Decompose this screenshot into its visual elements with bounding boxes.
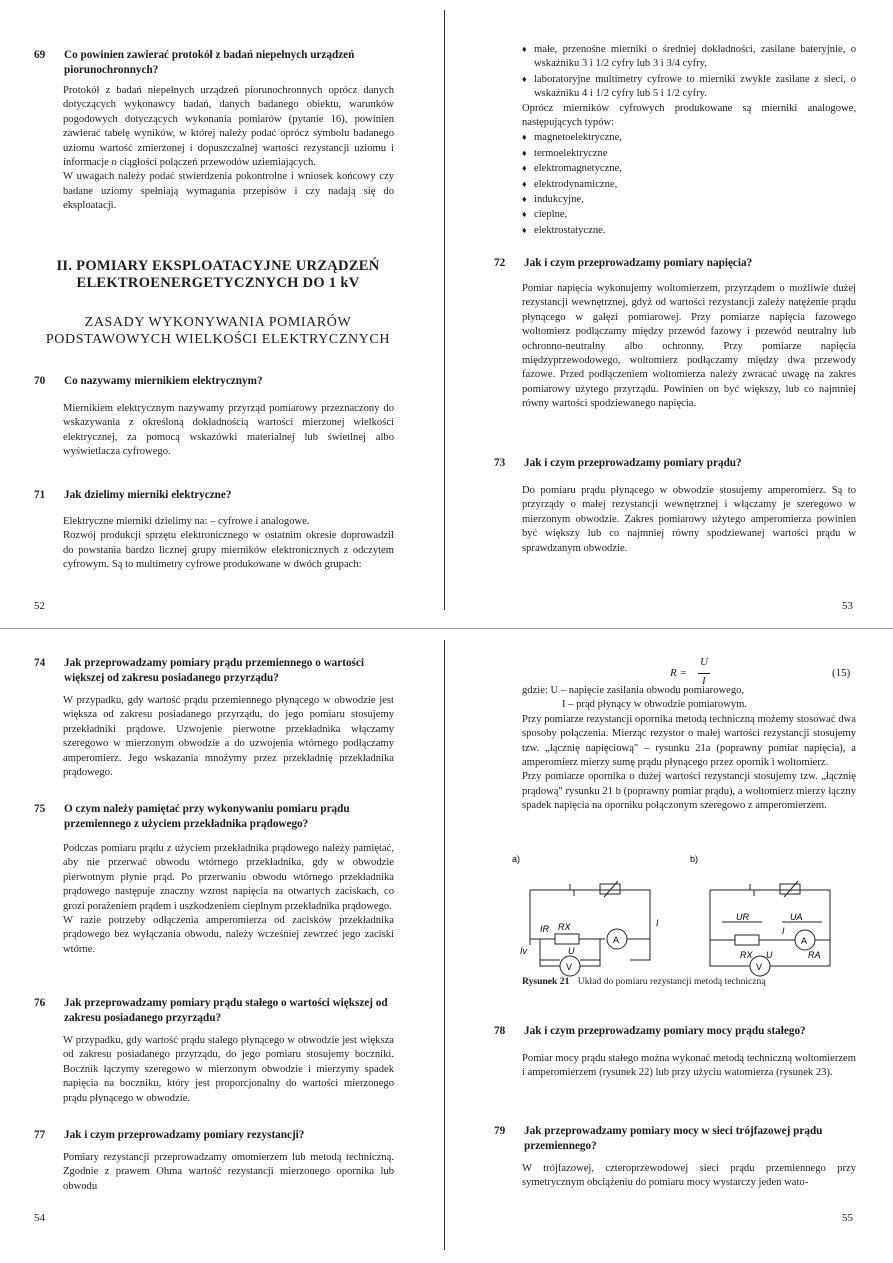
question-text: Jak dzielimy mierniki elektryczne?	[64, 489, 232, 501]
label-IR: IR	[540, 924, 549, 934]
question-76-answer	[63, 1034, 394, 1106]
question-text: Jak i czym przeprowadzamy pomiary rezystancji?	[64, 1129, 305, 1141]
question-number: 69	[34, 49, 46, 61]
resistor-rx-a	[555, 934, 579, 944]
equation-number: (15)	[832, 667, 851, 679]
question-72-title	[494, 256, 858, 271]
label-A-a: A	[613, 935, 620, 945]
digital-meter-list	[522, 42, 856, 238]
question-70-title	[34, 374, 398, 389]
question-text: Jak i czym przeprowadzamy pomiary mocy prądu stałego?	[524, 1025, 806, 1037]
question-69-answer	[63, 84, 394, 214]
paragraph: Podczas pomiaru prądu z użyciem przekładnika prądowego należy pamiętać, aby nie przerwać obwodu wtórnego przekładnika, gdy w obwodzie pierwotnym płynie prąd. Po przerwaniu obwodu wtórnego przekładnika prądowego następuje znaczny wzrost napięcia na otwartych zaciskach, co grozi porażeniem prądem i uszkodzeniem cieplnym przekładnika prądowego.	[63, 843, 394, 912]
question-73-answer	[522, 484, 856, 556]
chapter-heading: II. POMIARY EKSPLOATACYJNE URZĄDZEŃ ELEKTROENERGETYCZNYCH DO 1 kV	[56, 258, 380, 291]
label-I-b: I	[782, 926, 785, 936]
label-UA: UA	[790, 912, 803, 922]
formula-denominator: I	[702, 675, 706, 687]
figure-21-circuit-diagrams	[500, 850, 850, 980]
question-text: Jak i czym przeprowadzamy pomiary prądu?	[524, 457, 742, 469]
label-RX-b: RX	[740, 950, 753, 960]
question-text: Co powinien zawierać protokół z badań niepełnych urządzeń piorunochronnych?	[64, 49, 355, 76]
question-74-answer	[63, 694, 394, 780]
question-75-answer	[63, 842, 394, 957]
question-number: 76	[34, 997, 46, 1009]
question-number: 73	[494, 457, 506, 469]
paragraph: Oprócz mierników cyfrowych produkowane są mierniki analogowe, następujących typów:	[522, 102, 856, 129]
where-block	[522, 684, 856, 814]
list-item: ♦ elektrodynamiczne,	[522, 177, 856, 192]
label-RA: RA	[808, 950, 821, 960]
question-75-title	[34, 802, 398, 832]
label-RX-a: RX	[558, 922, 571, 932]
label-b: b)	[690, 854, 699, 864]
question-71-title	[34, 488, 398, 503]
page-number-52: 52	[34, 600, 45, 612]
question-number: 79	[494, 1125, 506, 1137]
label-V-a: V	[566, 962, 573, 972]
page-number-54: 54	[34, 1212, 45, 1224]
paragraph: Protokół z badań niepełnych urządzeń piorunochronnych oprócz danych dotyczących wykonawcy badań, danych badanego obiektu, warunków pogodowych dotyczących wykonania pomiarów (pytanie 16), powinien zawierać tabelę wyników, w której należy podać oprócz symbolu badanego uziomu wartość zmierzonej i dopuszczalnej wartości rezystancji uziomu i informacje o ciągłości połączeń przewodów uziemiających.	[63, 85, 394, 169]
paragraph: Przy pomiarze opornika o dużej wartości rezystancji stosujemy tzw. „łącznię prądową" rysunku 21 b (poprawny pomiar prądu), a woltomierz mierzy łączny spadek napięcia na oporniku połączonym szeregowo z amperomierzem.	[522, 771, 856, 812]
paragraph: Miernikiem elektrycznym nazywamy przyrząd pomiarowy przeznaczony do wskazywania z określoną dokładnością wartości mierzonej wielkości elektrycznej, za pomocą wskazówki materialnej lub świetlnej albo wyświetlacza cyfrowego.	[63, 403, 394, 458]
paragraph: Rozwój produkcji sprzętu elektronicznego w ostatnim okresie doprowadził do powstania bardzo licznej grupy mierników elektronicznych z odczytem cyfrowym. Są to multimetry cyfrowe produkowane w dwóch grupach:	[63, 530, 394, 571]
label-U-b: U	[766, 950, 773, 960]
paragraph: W trójfazowej, czteroprzewodowej sieci prądu przemiennego przy symetrycznym obciążeniu do pomiaru mocy wystarczy jeden wato-	[522, 1163, 856, 1189]
paragraph: Przy pomiarze rezystancji opornika metodą techniczną możemy stosować dwa sposoby połączenia. Mierząc rezystor o małej wartości rezystancji stosujemy tzw. „łącznię napięciową" – rysunku 21a (poprawny pomiar napięcia), a amperomierz mierzy sumę prądu płynącego przez opornik i woltomierz.	[522, 713, 856, 769]
question-text: Co nazywamy miernikiem elektrycznym?	[64, 375, 263, 387]
fraction-bar	[698, 673, 710, 674]
where-line: I – prąd płynący w obwodzie pomiarowym.	[562, 699, 748, 711]
paragraph: W przypadku, gdy wartość prądu przemiennego płynącego w obwodzie jest większa od zakresu posiadanego przyrządu, do jego pomiaru stosujemy przekładniki prądowe. Uzwojenie pierwotne przekładnika włączamy szeregowo w mierzonym obwodzie a do uzwojenia wtórnego podłączamy amperomierz. Jego wskazania mnożymy przez przekładnię przekładnika prądowego.	[63, 695, 394, 779]
question-77-answer	[63, 1151, 394, 1194]
caption-text: Układ do pomiaru rezystancji metodą techniczną	[577, 976, 766, 987]
list-item: ♦ cieplne,	[522, 207, 856, 222]
paragraph: Pomiar mocy prądu stałego można wykonać metodą techniczną woltomierzem i amperomierzem (rysunek 22) lub przy użyciu watomierza (rysunek 23).	[522, 1053, 856, 1079]
question-text: O czym należy pamiętać przy wykonywaniu pomiaru prądu przemiennego z użyciem przekładnika prądowego?	[64, 803, 350, 830]
section-subheading: ZASADY WYKONYWANIA POMIARÓW PODSTAWOWYCH WIELKOŚCI ELEKTRYCZNYCH	[45, 315, 391, 347]
question-73-title	[494, 456, 858, 471]
label-a: a)	[512, 854, 521, 864]
question-76-title	[34, 996, 398, 1026]
list-item: ♦ elektrostatyczne.	[522, 223, 856, 238]
figure-21-caption	[522, 976, 856, 987]
list-item: ♦ termoelektryczne	[522, 146, 856, 161]
question-74-title	[34, 656, 398, 686]
question-69-title	[34, 48, 398, 78]
question-number: 78	[494, 1025, 506, 1037]
center-spine-top	[444, 10, 445, 610]
question-70-answer	[63, 402, 394, 460]
question-text: Jak i czym przeprowadzamy pomiary napięcia?	[524, 257, 753, 269]
question-text: Jak przeprowadzamy pomiary mocy w sieci trójfazowej prądu przemiennego?	[524, 1125, 823, 1152]
resistor-rx-b	[735, 935, 759, 945]
caption-label: Rysunek 21	[522, 976, 570, 987]
question-text: Jak przeprowadzamy pomiary prądu stałego o wartości większej od zakresu posiadanego przyrządu?	[64, 997, 388, 1024]
where-line: gdzie: U – napięcie zasilania obwodu pomiarowego,	[522, 685, 745, 696]
list-item: ♦ indukcyjne,	[522, 192, 856, 207]
formula-lhs: R =	[670, 667, 687, 679]
paragraph: Elektryczne mierniki dzielimy na: – cyfrowe i analogowe.	[63, 516, 310, 527]
formula-numerator: U	[700, 656, 708, 668]
question-text: Jak przeprowadzamy pomiary prądu przemiennego o wartości większej od zakresu posiadanego przyrządu?	[64, 657, 364, 684]
question-number: 74	[34, 657, 46, 669]
label-Iv: Iv	[520, 946, 528, 956]
paragraph: Do pomiaru prądu płynącego w obwodzie stosujemy amperomierz. Są to przyrządy o małej rezystancji wewnętrznej i włączamy je szeregowo w mierzonym obwodzie. Zakres pomiarowy użytego amperomierza powinien być większy lub co najmniej równy spodziewanej wartości prądu w sprawdzanym obwodzie.	[522, 485, 856, 554]
paragraph: Pomiar napięcia wykonujemy woltomierzem, przyrządem o możliwie dużej rezystancji wewnętrznej, gdyż od wartości rezystancji zależy natężenie prądu płynącego w gałęzi pomiarowej. Przy pomiarze napięcia fazowego woltomierz podłączamy między przewód fazowy i przewód neutralny lub ochronno-neutralny albo ochronny. Przy pomiarze napięcia międzyprzewodowego, woltomierz podłączamy między dwa przewody fazowe. Przed podłączeniem woltomierza należy zwracać uwagę na zakres pomiarowy użytego przyrządu. Powinien on być większy, lub co najmniej równy wartości spodziewanego napięcia.	[522, 283, 856, 410]
list-item: ♦ małe, przenośne mierniki o średniej dokładności, zasilane bateryjnie, o wskaźniku 3 i 1/2 cyfry lub 3 i 3/4 cyfry,	[522, 42, 856, 72]
label-A-b: A	[801, 936, 808, 946]
paragraph: W uwagach należy podać stwierdzenia pokontrolne i wniosek końcowy czy badane uziomy spełniają wymagania przepisów i czy nadają się do eksploatacji.	[63, 171, 394, 212]
center-spine-bottom	[444, 640, 445, 1250]
question-78-answer	[522, 1052, 856, 1081]
page-number-53: 53	[842, 600, 853, 612]
page-divider	[0, 628, 893, 629]
list-item: ♦ magnetoelektryczne,	[522, 130, 856, 145]
question-79-answer	[522, 1162, 856, 1191]
label-V-b: V	[756, 962, 763, 972]
list-item: ♦ laboratoryjne multimetry cyfrowe to mierniki zwykle zasilane z sieci, o wskaźniku 4 i 1/2 cyfry lub 5 i 1/2 cyfry.	[522, 72, 856, 102]
question-number: 75	[34, 803, 46, 815]
question-77-title	[34, 1128, 398, 1143]
paragraph: Pomiary rezystancji przeprowadzamy omomierzem lub metodą techniczną. Zgodnie z prawem Ohma wartość rezystancji mierzonego opornika lub obwodu	[63, 1152, 394, 1192]
list-item: ♦ elektromagnetyczne,	[522, 161, 856, 176]
label-U-a: U	[568, 946, 575, 956]
question-72-answer	[522, 282, 856, 412]
label-UR: UR	[736, 912, 749, 922]
page-number-55: 55	[842, 1212, 853, 1224]
paragraph: W razie potrzeby odłączenia amperomierza od zacisków przekładnika prądowego bez wyłączania obwodu, należy wcześniej zewrzeć jego zaciski wtórne.	[63, 915, 394, 955]
question-number: 71	[34, 489, 46, 501]
question-number: 77	[34, 1129, 46, 1141]
label-I-a: I	[656, 918, 659, 928]
question-71-answer	[63, 515, 394, 573]
circuit-b	[710, 881, 830, 976]
question-number: 70	[34, 375, 46, 387]
question-78-title	[494, 1024, 858, 1039]
question-79-title	[494, 1124, 858, 1154]
question-number: 72	[494, 257, 506, 269]
paragraph: W przypadku, gdy wartość prądu stałego płynącego w obwodzie jest większa od zakresu posiadanego przyrządu, do jego pomiaru stosujemy boczniki. Bocznik łączymy szeregowo w mierzonym obwodzie i mierzymy spadek napięcia na boczniku, który jest proporcjonalny do wartości mierzonego prądu płynącego w obwodzie.	[63, 1035, 394, 1104]
